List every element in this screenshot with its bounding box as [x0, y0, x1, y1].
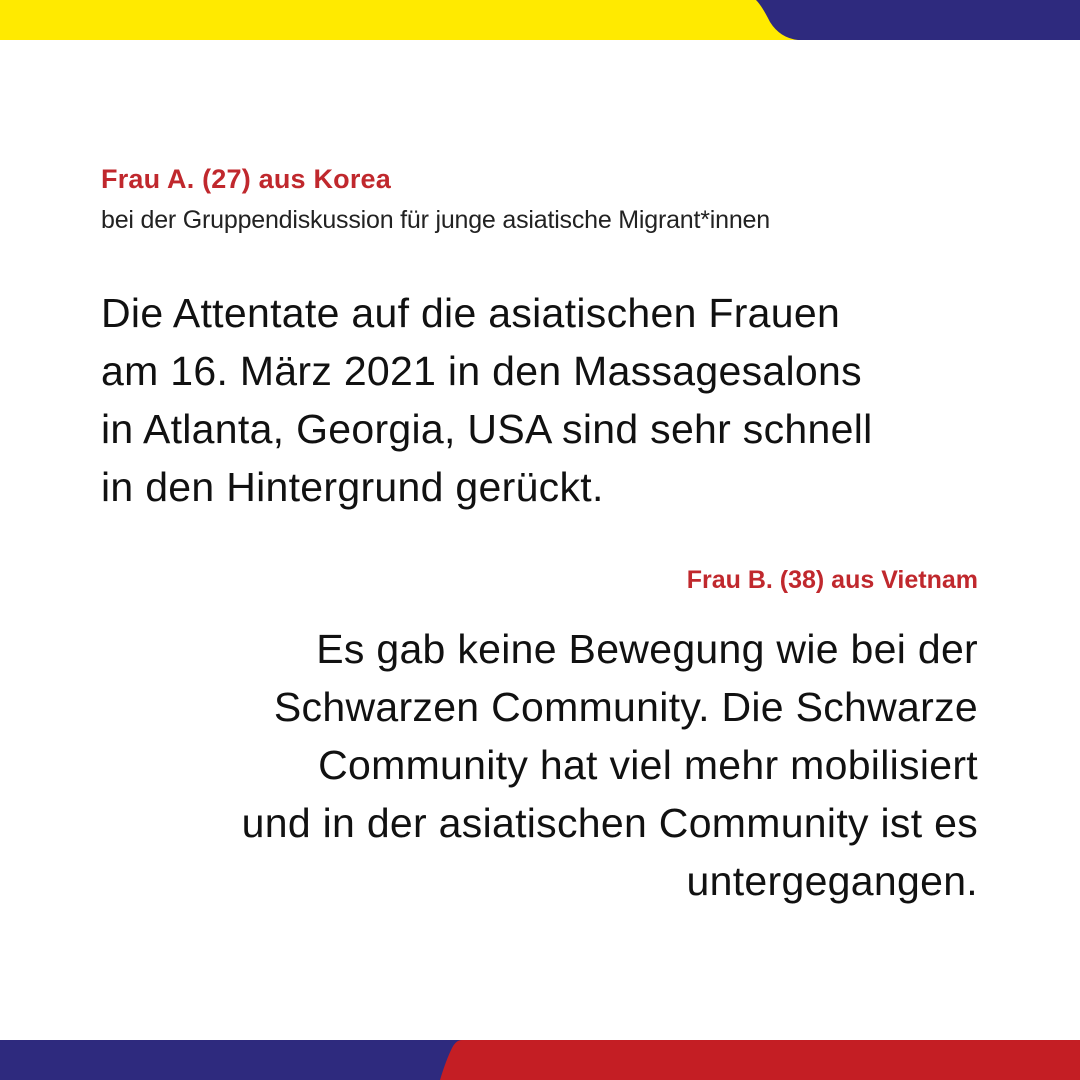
- quote-b-line: Community hat viel mehr mobilisiert: [318, 742, 978, 788]
- quote-b-line: Schwarzen Community. Die Schwarze: [273, 684, 978, 730]
- quote-b-line: und in der asiatischen Community ist es: [241, 800, 978, 846]
- speaker-a-context: bei der Gruppendiskussion für junge asiatische Migrant*innen: [101, 206, 770, 234]
- speaker-a-quote: [101, 284, 1001, 516]
- quote-a-line: Die Attentate auf die asiatischen Frauen: [101, 290, 841, 336]
- quote-a-line: am 16. März 2021 in den Massagesalons: [101, 348, 862, 394]
- top-band-blue: [756, 0, 1080, 40]
- quote-a-line: in Atlanta, Georgia, USA sind sehr schnell: [101, 406, 873, 452]
- bottom-color-band: [0, 1040, 1080, 1080]
- bottom-band-red: [440, 1040, 1080, 1080]
- speaker-b-name: Frau B. (38) aus Vietnam: [686, 566, 978, 594]
- top-color-band: [0, 0, 1080, 40]
- speaker-a-name: Frau A. (27) aus Korea: [101, 164, 391, 194]
- quote-a-line: in den Hintergrund gerückt.: [101, 464, 604, 510]
- quote-b-line: untergegangen.: [686, 858, 978, 904]
- speaker-b-quote: [78, 620, 978, 910]
- quote-b-line: Es gab keine Bewegung wie bei der: [316, 626, 978, 672]
